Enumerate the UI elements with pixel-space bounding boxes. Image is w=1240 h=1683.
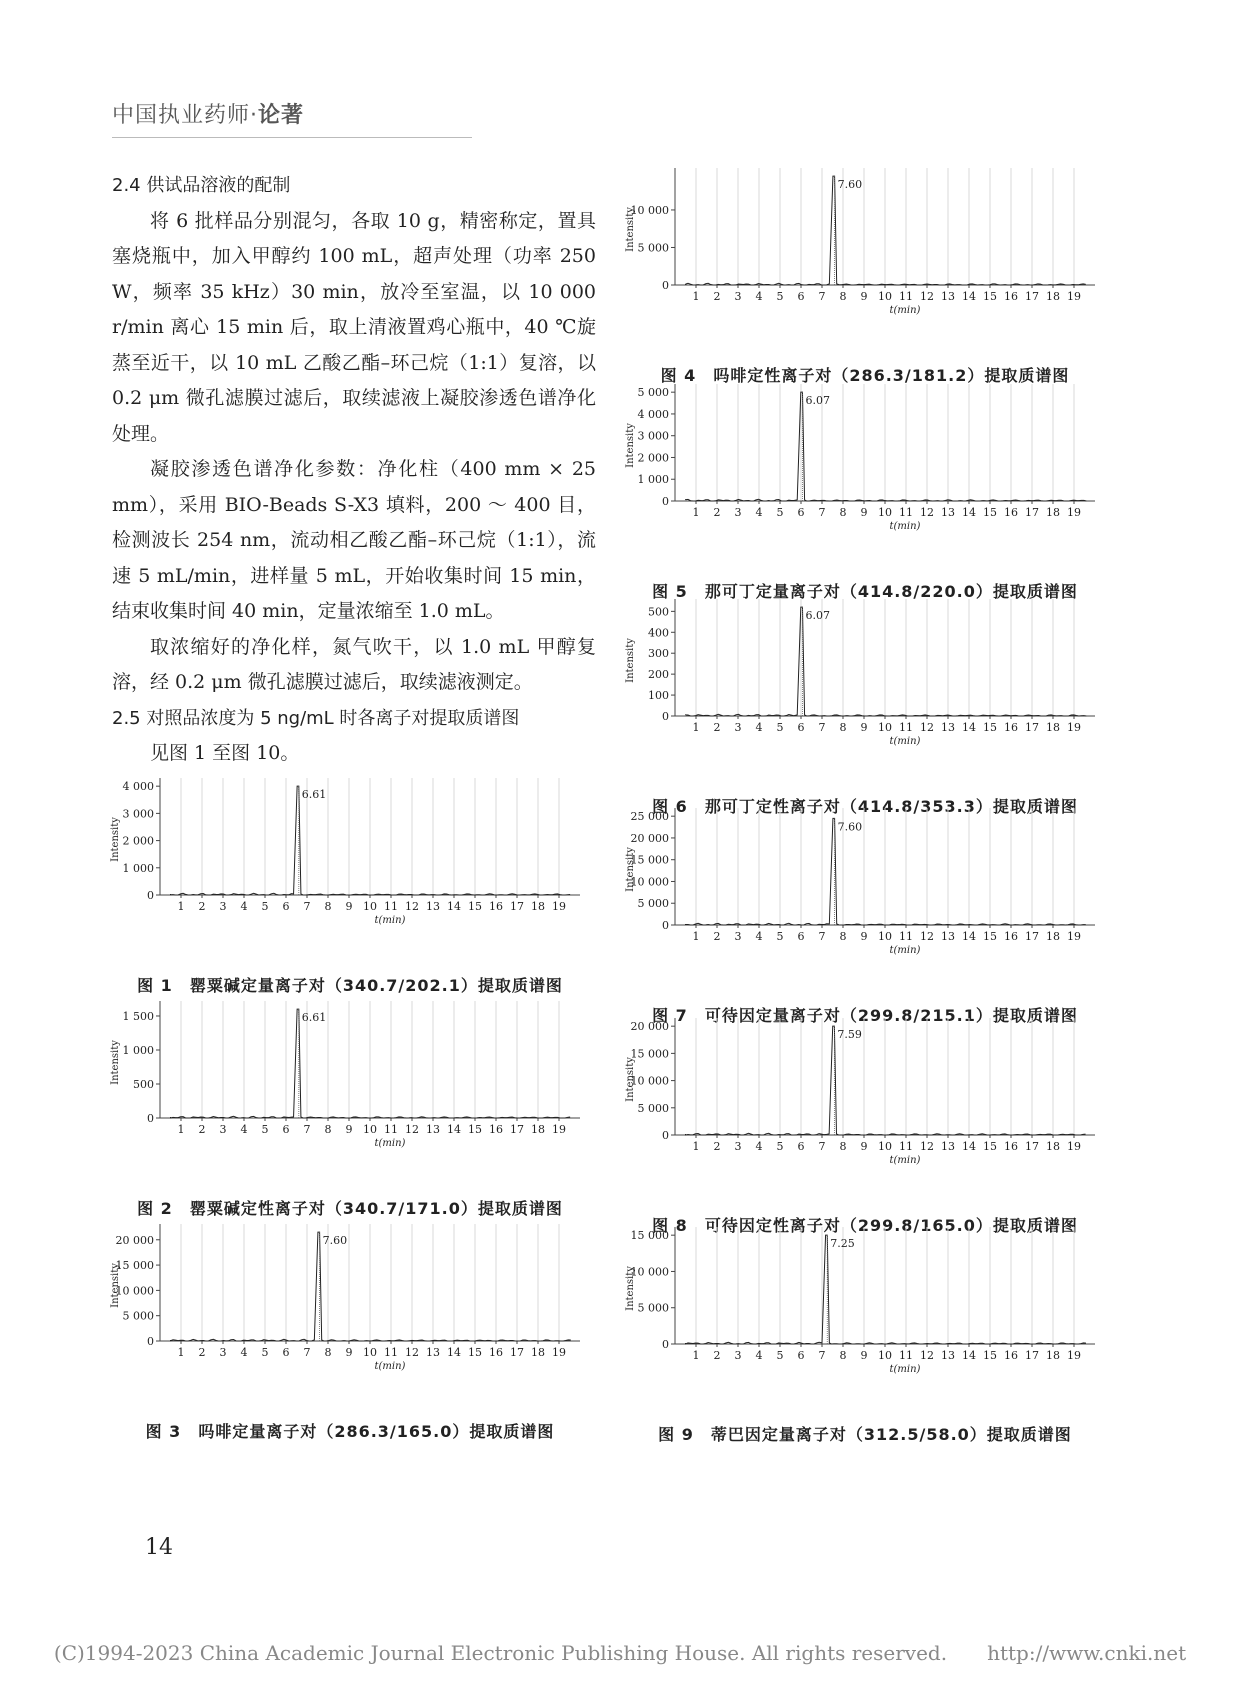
x-tick-label: 18 xyxy=(1046,290,1060,303)
x-tick-label: 3 xyxy=(734,930,742,943)
y-tick-label: 20 000 xyxy=(115,1233,154,1247)
x-tick-label: 9 xyxy=(345,900,353,913)
x-tick-label: 14 xyxy=(962,1349,976,1362)
x-tick-label: 15 xyxy=(983,930,997,943)
y-tick-label: 0 xyxy=(662,279,669,292)
x-axis-label: t(min) xyxy=(374,1138,406,1149)
x-axis-label: t(min) xyxy=(889,945,921,956)
peak-label: 6.61 xyxy=(301,1011,327,1025)
x-tick-label: 19 xyxy=(1067,1349,1081,1362)
x-tick-label: 13 xyxy=(941,506,955,519)
x-tick-label: 2 xyxy=(713,930,721,943)
x-tick-label: 2 xyxy=(713,506,721,519)
y-tick-label: 10 000 xyxy=(115,1284,154,1298)
x-tick-label: 8 xyxy=(839,290,847,303)
y-tick-label: 4 000 xyxy=(122,780,154,794)
x-tick-label: 14 xyxy=(962,930,976,943)
x-tick-label: 10 xyxy=(878,1349,892,1362)
y-tick-label: 0 xyxy=(662,1129,669,1142)
section-heading-2-4: 2.4 供试品溶液的配制 xyxy=(112,175,291,196)
y-tick-label: 100 xyxy=(648,689,669,703)
y-tick-label: 500 xyxy=(648,605,669,619)
y-tick-label: 1 000 xyxy=(122,1043,154,1057)
figure-caption: 图 6 那可丁定性离子对（414.8/353.3）提取质谱图 xyxy=(652,797,1078,816)
chromatogram xyxy=(615,1219,1115,1419)
x-tick-label: 6 xyxy=(797,930,805,943)
chromatogram-trace xyxy=(686,392,1087,501)
x-tick-label: 8 xyxy=(839,1349,847,1362)
x-tick-label: 17 xyxy=(1025,721,1039,734)
x-tick-label: 7 xyxy=(303,1346,311,1359)
chromatogram xyxy=(615,1010,1115,1210)
y-tick-label: 0 xyxy=(662,919,669,932)
x-axis-label: t(min) xyxy=(889,736,921,747)
x-tick-label: 18 xyxy=(531,900,545,913)
x-tick-label: 17 xyxy=(1025,1349,1039,1362)
x-tick-label: 1 xyxy=(692,1140,700,1153)
x-axis-label: t(min) xyxy=(889,1155,921,1166)
y-tick-label: 2 000 xyxy=(122,834,154,848)
peak-label: 7.25 xyxy=(830,1237,855,1251)
x-tick-label: 11 xyxy=(384,900,398,913)
figure-8 xyxy=(615,1010,1115,1238)
x-tick-label: 9 xyxy=(345,1346,353,1359)
y-tick-label: 10 000 xyxy=(630,1265,669,1279)
chromatogram xyxy=(615,800,1115,1000)
x-tick-label: 15 xyxy=(983,1349,997,1362)
journal-header xyxy=(112,98,304,129)
y-tick-label: 0 xyxy=(147,889,154,902)
header-dot: · xyxy=(250,103,259,128)
x-tick-label: 10 xyxy=(878,721,892,734)
x-tick-label: 19 xyxy=(1067,1140,1081,1153)
y-tick-label: 1 000 xyxy=(122,861,154,875)
x-tick-label: 4 xyxy=(755,1349,763,1362)
x-tick-label: 7 xyxy=(818,506,826,519)
x-tick-label: 11 xyxy=(384,1346,398,1359)
y-tick-label: 3 000 xyxy=(637,429,669,443)
x-tick-label: 6 xyxy=(797,1349,805,1362)
figure-1 xyxy=(100,770,600,998)
peak-label: 6.61 xyxy=(301,788,327,802)
peak-label: 6.07 xyxy=(805,609,830,623)
chromatogram xyxy=(615,160,1115,360)
x-tick-label: 11 xyxy=(899,930,913,943)
x-tick-label: 8 xyxy=(324,900,332,913)
chromatogram-trace xyxy=(686,818,1086,925)
x-tick-label: 14 xyxy=(447,1123,461,1136)
paragraph-final-step: 取浓缩好的净化样，氮气吹干，以 1.0 mL 甲醇复溶，经 0.2 μm 微孔滤膜过滤后，取续滤液测定。 xyxy=(112,635,596,693)
x-tick-label: 14 xyxy=(962,506,976,519)
y-tick-label: 200 xyxy=(648,668,669,682)
x-tick-label: 9 xyxy=(860,1140,868,1153)
x-tick-label: 13 xyxy=(941,1349,955,1362)
y-tick-label: 1 000 xyxy=(637,473,669,487)
x-tick-label: 5 xyxy=(776,506,784,519)
y-axis-label: Intensity xyxy=(625,1057,636,1102)
y-tick-label: 15 000 xyxy=(630,853,669,867)
x-tick-label: 10 xyxy=(363,1123,377,1136)
figure-6 xyxy=(615,591,1115,819)
x-tick-label: 10 xyxy=(878,930,892,943)
x-tick-label: 7 xyxy=(818,1349,826,1362)
x-tick-label: 17 xyxy=(510,900,524,913)
x-tick-label: 16 xyxy=(1004,1140,1018,1153)
x-tick-label: 9 xyxy=(860,506,868,519)
y-tick-label: 25 000 xyxy=(630,810,669,824)
y-tick-label: 15 000 xyxy=(630,1229,669,1243)
x-tick-label: 7 xyxy=(818,721,826,734)
figure-caption: 图 4 吗啡定性离子对（286.3/181.2）提取质谱图 xyxy=(660,366,1070,385)
x-tick-label: 16 xyxy=(1004,506,1018,519)
x-tick-label: 15 xyxy=(983,290,997,303)
header-rule xyxy=(112,137,472,138)
figure-caption: 图 8 可待因定性离子对（299.8/165.0）提取质谱图 xyxy=(652,1216,1078,1235)
x-tick-label: 8 xyxy=(839,1140,847,1153)
x-tick-label: 6 xyxy=(797,721,805,734)
figure-5 xyxy=(615,376,1115,604)
x-tick-label: 16 xyxy=(489,1346,503,1359)
peak-label: 6.07 xyxy=(805,394,830,408)
chromatogram xyxy=(100,1216,600,1416)
x-tick-label: 15 xyxy=(983,1140,997,1153)
x-tick-label: 2 xyxy=(198,1123,206,1136)
copyright-footer: (C)1994-2023 China Academic Journal Electronic Publishing House. All rights reserved. http://www.cnki.net xyxy=(53,1641,1187,1665)
x-tick-label: 8 xyxy=(839,930,847,943)
y-tick-label: 10 000 xyxy=(630,1074,669,1088)
x-tick-label: 12 xyxy=(920,506,934,519)
figure-2 xyxy=(100,993,600,1221)
y-tick-label: 5 000 xyxy=(637,241,669,255)
x-tick-label: 10 xyxy=(878,506,892,519)
x-tick-label: 4 xyxy=(240,1346,248,1359)
x-tick-label: 17 xyxy=(1025,506,1039,519)
x-tick-label: 18 xyxy=(1046,506,1060,519)
figure-caption: 图 5 那可丁定量离子对（414.8/220.0）提取质谱图 xyxy=(652,582,1078,601)
figure-caption: 图 1 罂粟碱定量离子对（340.7/202.1）提取质谱图 xyxy=(137,976,563,995)
x-tick-label: 19 xyxy=(552,1123,566,1136)
y-tick-label: 2 000 xyxy=(637,451,669,465)
y-tick-label: 0 xyxy=(662,710,669,723)
x-axis-label: t(min) xyxy=(889,1364,921,1375)
page-number: 14 xyxy=(145,1535,173,1560)
x-tick-label: 14 xyxy=(962,1140,976,1153)
peak-label: 7.60 xyxy=(322,1234,348,1248)
y-tick-label: 5 000 xyxy=(637,1301,669,1315)
y-axis-label: Intensity xyxy=(110,1040,121,1085)
x-tick-label: 11 xyxy=(899,1349,913,1362)
x-tick-label: 4 xyxy=(240,900,248,913)
y-axis-label: Intensity xyxy=(625,207,636,252)
y-tick-label: 4 000 xyxy=(637,407,669,421)
y-tick-label: 0 xyxy=(147,1335,154,1348)
x-tick-label: 5 xyxy=(261,1123,269,1136)
paragraph-gpc-params: 凝胶渗透色谱净化参数：净化柱（400 mm × 25 mm），采用 BIO-Beads S-X3 填料，200 ～ 400 目，检测波长 254 nm，流动相乙酸乙酯–环己烷（1:1），流速 5 mL/min，进样量 5 mL，开始收集时间 15 min，结束收集时间 40 min，定量浓缩至 1.0 mL。 xyxy=(112,458,596,622)
x-tick-label: 3 xyxy=(734,290,742,303)
main-text xyxy=(112,168,596,772)
x-tick-label: 18 xyxy=(1046,1349,1060,1362)
y-tick-label: 15 000 xyxy=(630,1047,669,1061)
x-tick-label: 6 xyxy=(282,900,290,913)
x-tick-label: 8 xyxy=(324,1123,332,1136)
x-tick-label: 17 xyxy=(510,1123,524,1136)
x-tick-label: 15 xyxy=(468,1123,482,1136)
x-tick-label: 5 xyxy=(261,1346,269,1359)
x-tick-label: 15 xyxy=(468,900,482,913)
y-axis-label: Intensity xyxy=(625,847,636,892)
peak-label: 7.59 xyxy=(837,1028,862,1042)
x-tick-label: 17 xyxy=(1025,930,1039,943)
figure-4 xyxy=(615,160,1115,388)
x-tick-label: 17 xyxy=(1025,290,1039,303)
x-tick-label: 15 xyxy=(468,1346,482,1359)
y-tick-label: 1 500 xyxy=(122,1009,154,1023)
x-tick-label: 13 xyxy=(426,1123,440,1136)
x-tick-label: 18 xyxy=(1046,930,1060,943)
x-tick-label: 10 xyxy=(878,1140,892,1153)
x-tick-label: 5 xyxy=(776,721,784,734)
x-tick-label: 18 xyxy=(1046,721,1060,734)
x-tick-label: 13 xyxy=(941,930,955,943)
x-tick-label: 4 xyxy=(755,290,763,303)
x-tick-label: 16 xyxy=(1004,1349,1018,1362)
y-tick-label: 5 000 xyxy=(637,386,669,400)
y-tick-label: 20 000 xyxy=(630,831,669,845)
x-tick-label: 11 xyxy=(899,721,913,734)
x-tick-label: 19 xyxy=(1067,506,1081,519)
x-tick-label: 2 xyxy=(713,1349,721,1362)
journal-name: 中国执业药师 xyxy=(112,103,251,128)
x-tick-label: 4 xyxy=(755,930,763,943)
y-tick-label: 0 xyxy=(147,1112,154,1125)
x-tick-label: 5 xyxy=(776,1140,784,1153)
x-tick-label: 6 xyxy=(797,290,805,303)
peak-label: 7.60 xyxy=(837,178,863,192)
x-tick-label: 12 xyxy=(405,1123,419,1136)
x-tick-label: 5 xyxy=(261,900,269,913)
y-tick-label: 15 000 xyxy=(115,1259,154,1273)
x-tick-label: 7 xyxy=(303,1123,311,1136)
peak-label: 7.60 xyxy=(837,820,863,834)
x-axis-label: t(min) xyxy=(374,915,406,926)
x-tick-label: 1 xyxy=(177,1123,185,1136)
x-tick-label: 14 xyxy=(962,721,976,734)
x-tick-label: 7 xyxy=(818,290,826,303)
x-tick-label: 13 xyxy=(426,1346,440,1359)
section-heading-2-5: 2.5 对照品浓度为 5 ng/mL 时各离子对提取质谱图 xyxy=(112,707,520,729)
x-tick-label: 19 xyxy=(1067,721,1081,734)
x-tick-label: 1 xyxy=(692,506,700,519)
x-tick-label: 18 xyxy=(531,1123,545,1136)
x-tick-label: 6 xyxy=(797,506,805,519)
x-tick-label: 12 xyxy=(920,930,934,943)
x-tick-label: 11 xyxy=(384,1123,398,1136)
x-tick-label: 13 xyxy=(941,1140,955,1153)
x-tick-label: 15 xyxy=(983,506,997,519)
x-tick-label: 16 xyxy=(1004,721,1018,734)
x-tick-label: 3 xyxy=(734,506,742,519)
chromatogram-trace xyxy=(686,1235,1086,1344)
x-tick-label: 6 xyxy=(282,1123,290,1136)
x-tick-label: 14 xyxy=(447,900,461,913)
x-tick-label: 8 xyxy=(839,721,847,734)
y-tick-label: 0 xyxy=(662,495,669,508)
x-axis-label: t(min) xyxy=(889,521,921,532)
x-tick-label: 16 xyxy=(1004,930,1018,943)
y-tick-label: 3 000 xyxy=(122,807,154,821)
y-tick-label: 500 xyxy=(133,1077,154,1091)
x-tick-label: 1 xyxy=(177,1346,185,1359)
x-tick-label: 1 xyxy=(177,900,185,913)
x-tick-label: 15 xyxy=(983,721,997,734)
x-tick-label: 12 xyxy=(405,900,419,913)
y-tick-label: 10 000 xyxy=(630,203,669,217)
y-tick-label: 0 xyxy=(662,1338,669,1351)
chromatogram-trace xyxy=(686,1026,1086,1135)
figure-caption: 图 2 罂粟碱定性离子对（340.7/171.0）提取质谱图 xyxy=(137,1199,563,1218)
x-tick-label: 14 xyxy=(447,1346,461,1359)
x-tick-label: 13 xyxy=(941,721,955,734)
x-tick-label: 3 xyxy=(734,721,742,734)
chromatogram-trace xyxy=(171,1232,571,1341)
y-tick-label: 20 000 xyxy=(630,1020,669,1034)
x-tick-label: 12 xyxy=(920,1140,934,1153)
x-tick-label: 11 xyxy=(899,506,913,519)
x-tick-label: 4 xyxy=(755,721,763,734)
x-tick-label: 3 xyxy=(219,1123,227,1136)
figure-3 xyxy=(100,1216,600,1444)
figure-caption: 图 3 吗啡定量离子对（286.3/165.0）提取质谱图 xyxy=(145,1422,555,1441)
x-tick-label: 6 xyxy=(282,1346,290,1359)
x-tick-label: 4 xyxy=(755,1140,763,1153)
x-tick-label: 16 xyxy=(1004,290,1018,303)
x-tick-label: 1 xyxy=(692,721,700,734)
x-tick-label: 2 xyxy=(713,1140,721,1153)
x-tick-label: 3 xyxy=(734,1349,742,1362)
x-tick-label: 5 xyxy=(776,290,784,303)
x-tick-label: 11 xyxy=(899,1140,913,1153)
paragraph-figure-ref: 见图 1 至图 10。 xyxy=(150,742,300,764)
x-tick-label: 2 xyxy=(198,900,206,913)
y-axis-label: Intensity xyxy=(110,1263,121,1308)
x-tick-label: 18 xyxy=(1046,1140,1060,1153)
x-tick-label: 2 xyxy=(713,721,721,734)
x-tick-label: 5 xyxy=(776,1349,784,1362)
x-tick-label: 2 xyxy=(713,290,721,303)
x-tick-label: 8 xyxy=(324,1346,332,1359)
x-tick-label: 18 xyxy=(531,1346,545,1359)
x-tick-label: 9 xyxy=(345,1123,353,1136)
x-tick-label: 16 xyxy=(489,1123,503,1136)
x-tick-label: 19 xyxy=(552,900,566,913)
x-tick-label: 10 xyxy=(878,290,892,303)
y-tick-label: 400 xyxy=(648,626,669,640)
x-tick-label: 10 xyxy=(363,900,377,913)
x-tick-label: 6 xyxy=(797,1140,805,1153)
x-tick-label: 7 xyxy=(303,900,311,913)
y-tick-label: 10 000 xyxy=(630,875,669,889)
y-tick-label: 5 000 xyxy=(637,897,669,911)
x-axis-label: t(min) xyxy=(889,305,921,316)
chromatogram xyxy=(615,591,1115,791)
x-tick-label: 7 xyxy=(818,1140,826,1153)
x-tick-label: 1 xyxy=(692,930,700,943)
x-tick-label: 9 xyxy=(860,1349,868,1362)
x-tick-label: 2 xyxy=(198,1346,206,1359)
x-tick-label: 17 xyxy=(510,1346,524,1359)
x-tick-label: 9 xyxy=(860,930,868,943)
x-tick-label: 12 xyxy=(405,1346,419,1359)
chromatogram xyxy=(615,376,1115,576)
x-tick-label: 19 xyxy=(1067,290,1081,303)
x-tick-label: 13 xyxy=(941,290,955,303)
x-tick-label: 9 xyxy=(860,721,868,734)
x-tick-label: 7 xyxy=(818,930,826,943)
x-tick-label: 19 xyxy=(1067,930,1081,943)
x-tick-label: 14 xyxy=(962,290,976,303)
y-tick-label: 5 000 xyxy=(122,1309,154,1323)
section-name: 论著 xyxy=(258,103,305,128)
figure-7 xyxy=(615,800,1115,1028)
x-tick-label: 4 xyxy=(240,1123,248,1136)
x-tick-label: 1 xyxy=(692,1349,700,1362)
chromatogram-trace xyxy=(686,176,1086,285)
figure-9 xyxy=(615,1219,1115,1447)
x-tick-label: 4 xyxy=(755,506,763,519)
x-tick-label: 3 xyxy=(734,1140,742,1153)
y-axis-label: Intensity xyxy=(625,1266,636,1311)
y-axis-label: Intensity xyxy=(110,817,121,862)
x-tick-label: 12 xyxy=(920,1349,934,1362)
chromatogram xyxy=(100,993,600,1193)
x-tick-label: 10 xyxy=(363,1346,377,1359)
paragraph-sample-prep: 将 6 批样品分别混匀，各取 10 g，精密称定，置具塞烧瓶中，加入甲醇约 100 mL，超声处理（功率 250 W，频率 35 kHz）30 min，放冷至室温，以 10 000 r/min 离心 15 min 后，取上清液置鸡心瓶中，40 ℃旋蒸至近干，以 10 mL 乙酸乙酯–环己烷（1:1）复溶，以 0.2 μm 微孔滤膜过滤后，取续滤液上凝胶渗透色谱净化处理。 xyxy=(112,209,596,445)
x-tick-label: 16 xyxy=(489,900,503,913)
chromatogram xyxy=(100,770,600,970)
x-tick-label: 19 xyxy=(552,1346,566,1359)
x-tick-label: 8 xyxy=(839,506,847,519)
y-axis-label: Intensity xyxy=(625,638,636,683)
chromatogram-trace xyxy=(686,607,1087,716)
x-tick-label: 3 xyxy=(219,1346,227,1359)
x-axis-label: t(min) xyxy=(374,1361,406,1372)
x-tick-label: 3 xyxy=(219,900,227,913)
x-tick-label: 12 xyxy=(920,721,934,734)
y-axis-label: Intensity xyxy=(625,423,636,468)
x-tick-label: 13 xyxy=(426,900,440,913)
x-tick-label: 1 xyxy=(692,290,700,303)
x-tick-label: 11 xyxy=(899,290,913,303)
x-tick-label: 12 xyxy=(920,290,934,303)
y-tick-label: 5 000 xyxy=(637,1101,669,1115)
x-tick-label: 9 xyxy=(860,290,868,303)
figure-caption: 图 7 可待因定量离子对（299.8/215.1）提取质谱图 xyxy=(652,1006,1078,1025)
x-tick-label: 5 xyxy=(776,930,784,943)
y-tick-label: 300 xyxy=(648,647,669,661)
figure-caption: 图 9 蒂巴因定量离子对（312.5/58.0）提取质谱图 xyxy=(658,1425,1072,1444)
x-tick-label: 17 xyxy=(1025,1140,1039,1153)
